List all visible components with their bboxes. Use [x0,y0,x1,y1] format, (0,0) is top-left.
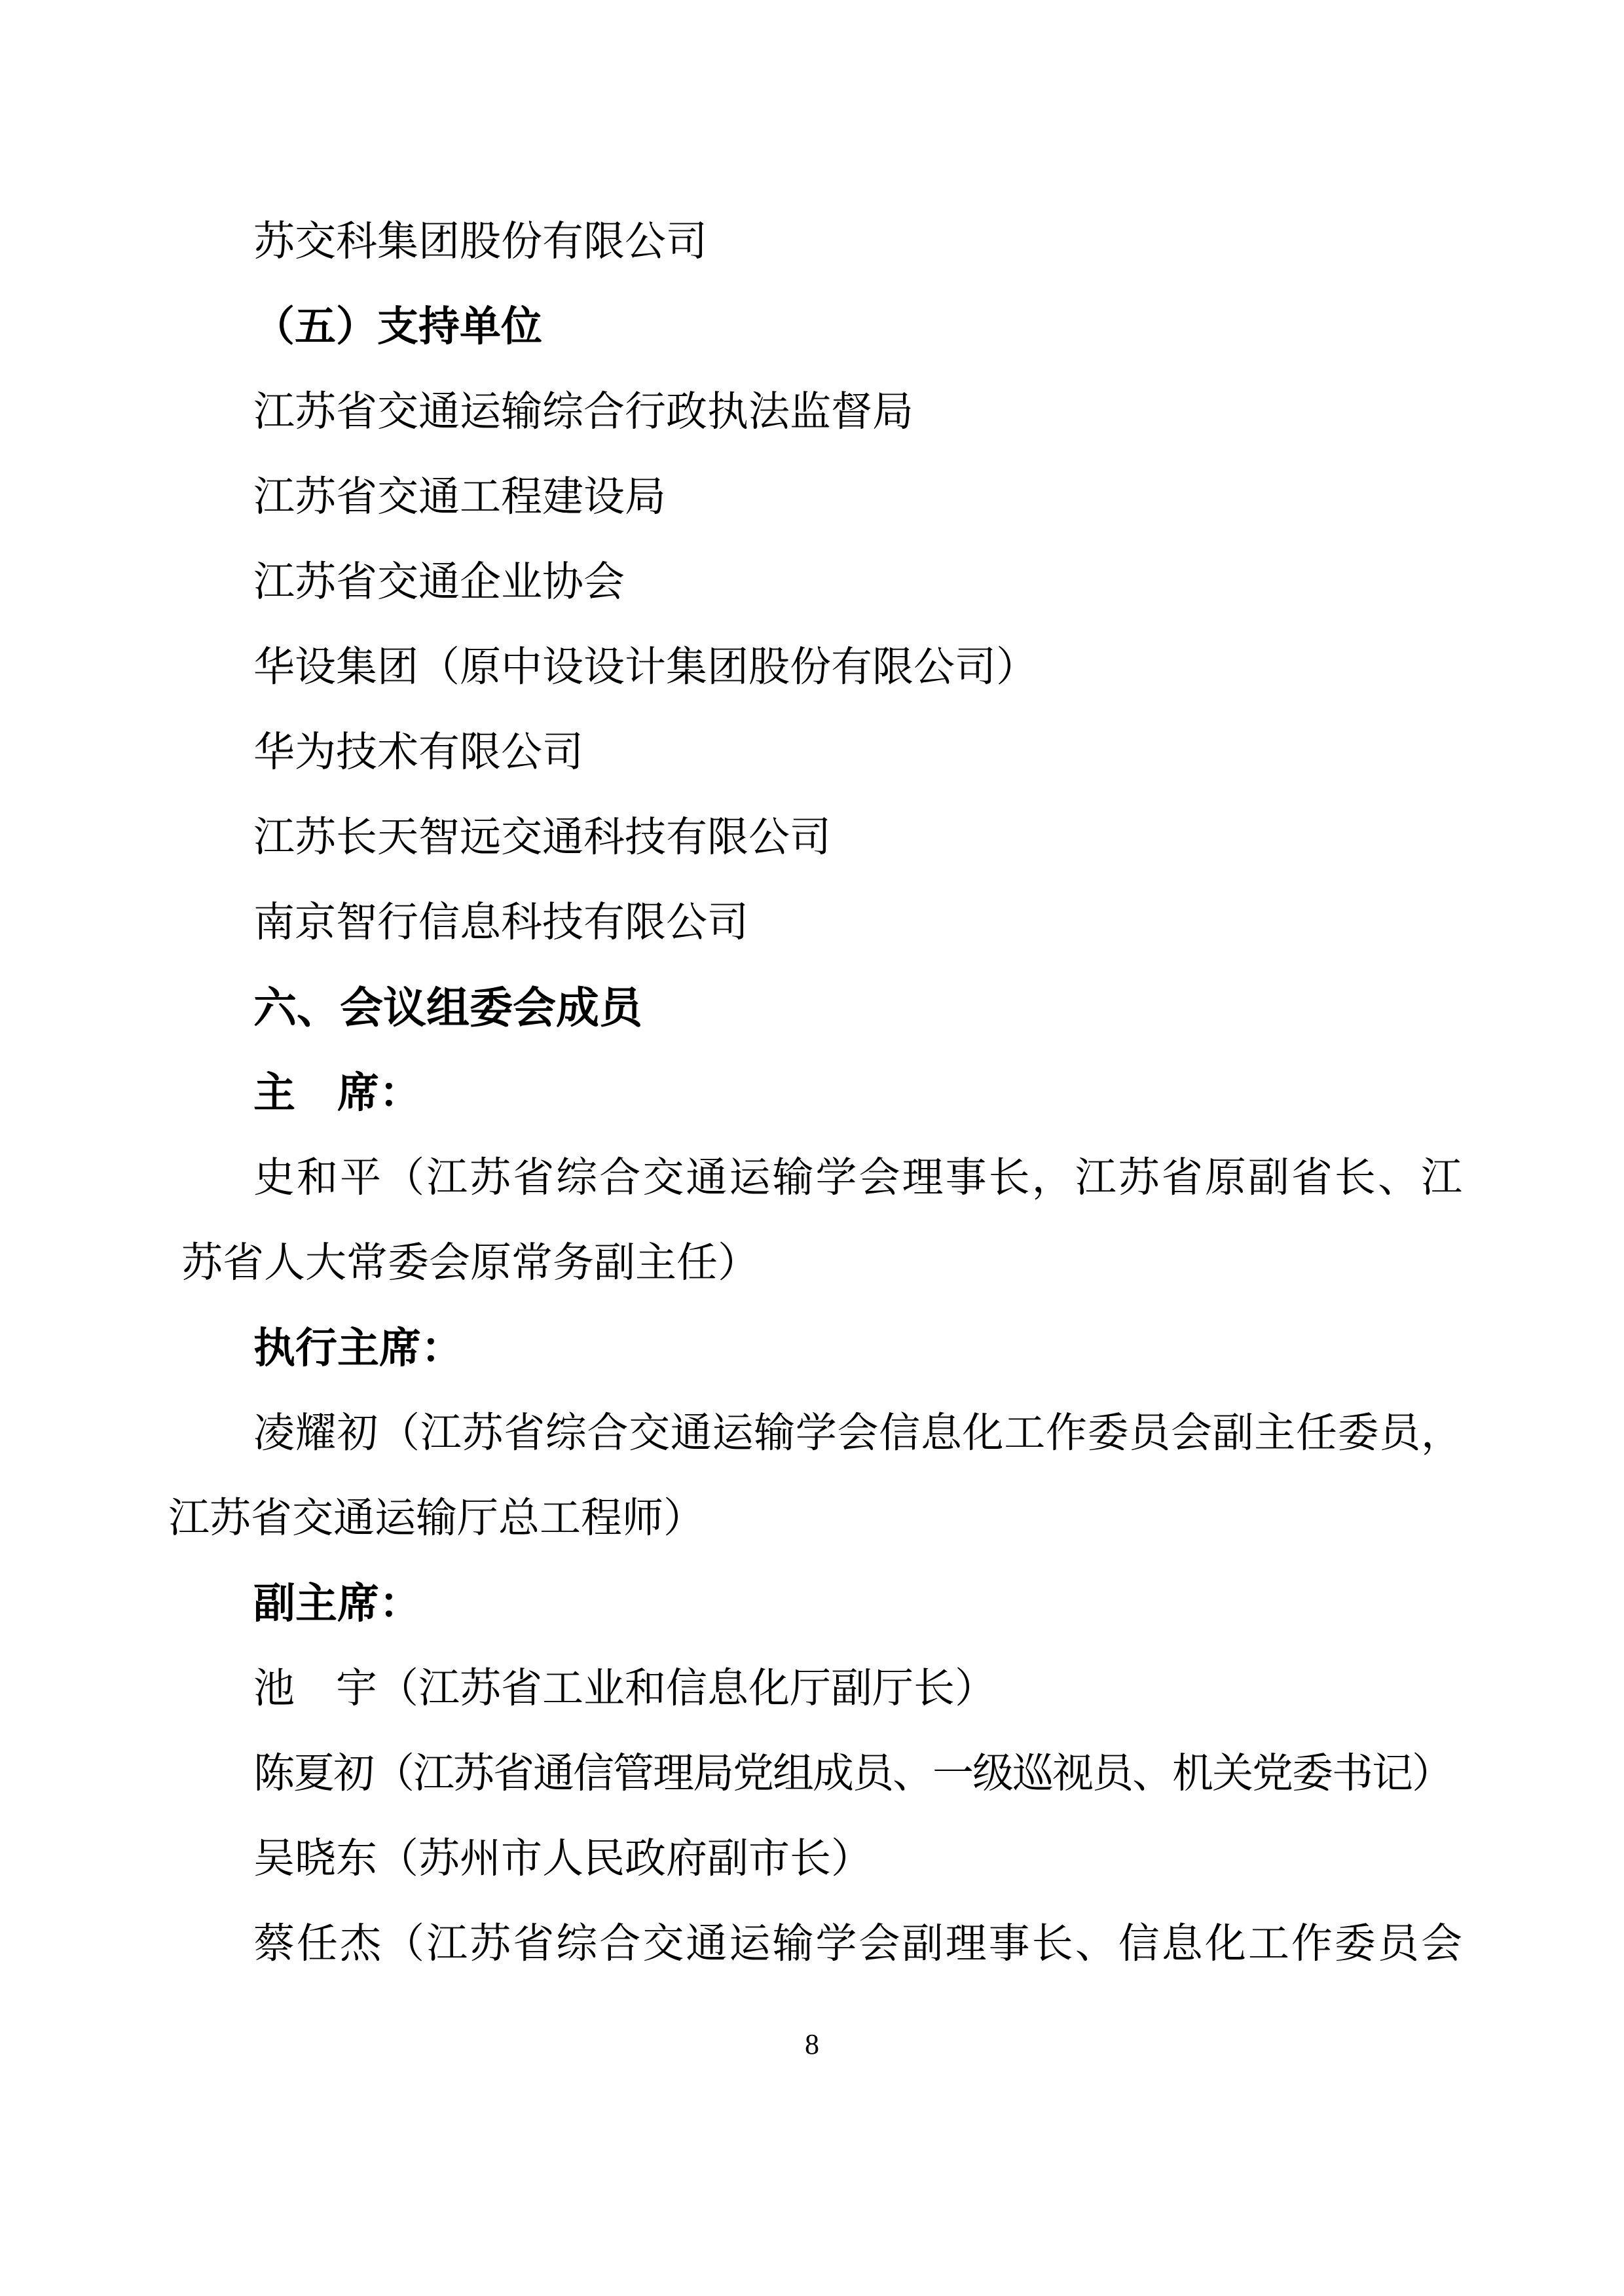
org-line-nanjing-zhixing: 南京智行信息科技有限公司 [253,900,748,945]
org-line-changtian-zhiyuan: 江苏长天智远交通科技有限公司 [253,814,831,860]
member-line-chenxiachu: 陈夏初（江苏省通信管理局党组成员、一级巡视员、机关党委书记） [253,1751,1452,1796]
member-line-lingyaochu-continuation: 江苏省交通运输厅总工程师） [168,1495,705,1541]
member-line-shiheping: 史和平（江苏省综合交通运输学会理事长，江苏省原副省长、江 [253,1155,1462,1201]
org-line-enterprise-association: 江苏省交通企业协会 [253,559,625,605]
org-line-construction-bureau: 江苏省交通工程建设局 [253,474,666,520]
member-line-cairenjie: 蔡任杰（江苏省综合交通运输学会副理事长、信息化工作委员会 [253,1921,1462,1967]
page-number: 8 [805,2028,819,2060]
member-line-lingyaochu: 凌耀初（江苏省综合交通运输学会信息化工作委员会副主任委员， [253,1410,1462,1456]
heading-chairman: 主 席： [253,1069,421,1116]
heading-vice-chairman: 副主席： [253,1580,421,1627]
org-line-huashe-group: 华设集团（原中设设计集团股份有限公司） [253,644,1037,690]
org-line-huawei: 华为技术有限公司 [253,729,583,775]
heading-committee-members: 六、会议组委会成员 [253,983,642,1032]
member-line-chiyu: 池 宇（江苏省工业和信息化厅副厅长） [253,1666,996,1711]
heading-support-units: （五）支持单位 [253,304,542,350]
member-line-shiheping-continuation: 苏省人大常委会原常务副主任） [181,1240,759,1286]
org-line-sujiaoke: 苏交科集团股份有限公司 [253,219,707,264]
member-line-wuxiaodong: 吴晓东（苏州市人民政府副市长） [253,1836,872,1882]
heading-executive-chairman: 执行主席： [253,1324,463,1372]
org-line-enforcement-bureau: 江苏省交通运输综合行政执法监督局 [253,389,913,435]
